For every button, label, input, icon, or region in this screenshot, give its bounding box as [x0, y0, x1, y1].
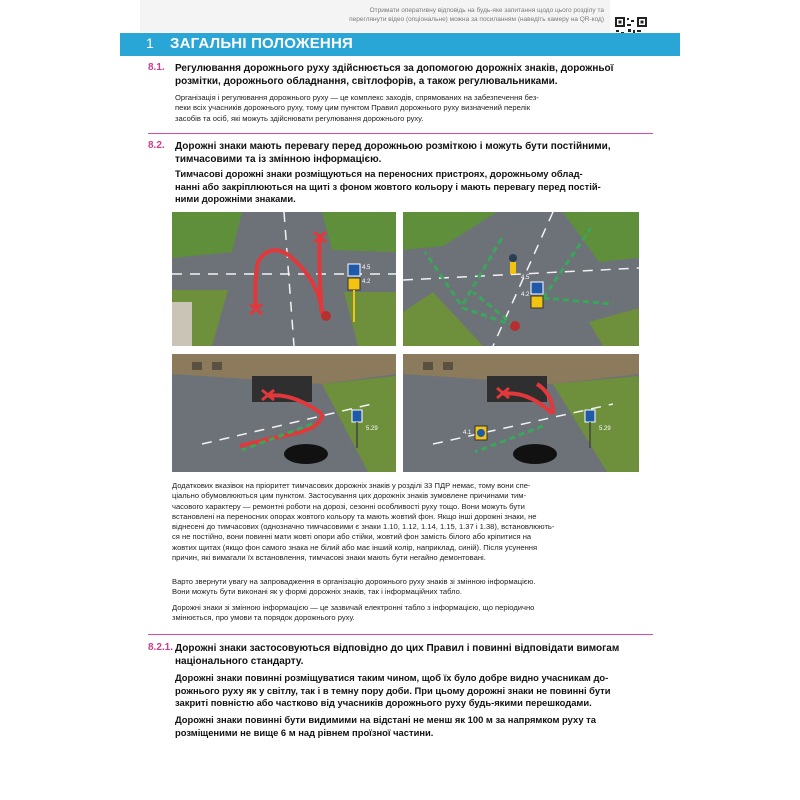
paragraph-line: ціально обумовлюються цим пунктом. Застосування цих дорожніх знаків зумовлене причинами тим- [172, 491, 527, 501]
illustration-intersection-signs-1 [172, 212, 396, 346]
paragraph-line: Дорожні знаки зі змінною інформацією — це зазвичай електронні табло з інформацією, що періодично [172, 603, 535, 612]
sign-label: 4.2 [521, 292, 530, 298]
bold-paragraph-line: Тимчасові дорожні знаки розміщуються на переносних пристроях, дорожньому облад- [175, 168, 583, 179]
section-8-1-title-line: розмітки, дорожнього обладнання, світлофорів, а також регулювальниками. [175, 76, 558, 87]
paragraph-line: встановлені на переносних опорах жовтого кольору та мають жовтий фон. Якщо інші дорожні знаки, не [172, 511, 537, 521]
paragraph-line: засобів та осіб, які можуть здійснювати регулювання дорожнього руху. [175, 113, 424, 123]
sign-label: 5.29 [366, 426, 378, 432]
section-8-1-title [175, 62, 655, 88]
section-8-2-1-title-line: Дорожні знаки застосовуються відповідно до цих Правил і повинні відповідати вимогам [175, 643, 620, 654]
paragraph-line: часового характеру — ремонтні роботи на дорозі, сезонні особливості руху тощо. Вони можуть бути [172, 501, 525, 511]
paragraph-line: жовтих щитах (якщо фон самого знака не білий або має інший колір, наприклад, синій). Після усунення [172, 542, 538, 552]
bold-paragraph-line: нанні або закріплюються на щиті з фоном жовтого кольору і мають перевагу перед постій- [175, 180, 601, 192]
bold-paragraph-line: ними дорожніми знаками. [175, 193, 296, 204]
electronic-boards-paragraph [172, 603, 652, 624]
paragraph-line: змінюється, про умови та порядок дорожнього руху. [172, 613, 355, 623]
sign-label: 4.5 [521, 275, 530, 281]
paragraph-line: Варто звернути увагу на запровадження в організацію дорожнього руху знаків зі змінною інформацією. [172, 577, 536, 586]
qr-note-line-1: Отримати оперативну відповідь на будь-яке запитання щодо цього розділу та [369, 7, 604, 14]
section-8-2-1-title-line: національного стандарту. [175, 656, 304, 667]
paragraph-line: Вони можуть бути виконані як у формі дорожніх знаків, так і інформаційних табло. [172, 587, 462, 597]
paragraph-line: причин, які вимагали їх встановлення, тимчасові знаки мають бути негайно демонтовані. [172, 553, 486, 563]
paragraph-line: ся не постійно, вони повинні мати жовті опори або стійки, жовтий фон замість білого або кріпитися на [172, 532, 532, 542]
section-8-2-1-title [175, 642, 655, 668]
paragraph-line: віднесені до тимчасових (однозначно тимчасовими є знаки 1.10, 1.12, 1.14, 1.15, 1.37 і 1.38), встановлюють- [172, 522, 555, 532]
section-number-8-2-1: 8.2.1. [148, 642, 174, 653]
variable-info-paragraph [172, 577, 652, 598]
sign-label: 4.2 [362, 279, 371, 285]
chapter-number: 1 [146, 35, 154, 51]
qr-note-line-2: переглянути відео (опціональне) можна за посиланням (наведіть камеру на QR-код) [349, 16, 604, 23]
sign-label: 4.1 [463, 430, 472, 436]
section-8-2-1-distance-paragraph [175, 714, 655, 739]
section-number-8-1: 8.1. [148, 62, 165, 73]
section-number-8-2: 8.2. [148, 140, 165, 151]
section-8-2-title-line: тимчасовими та із змінною інформацією. [175, 154, 382, 165]
section-8-2-bold-paragraph [175, 168, 655, 206]
chapter-title: ЗАГАЛЬНІ ПОЛОЖЕННЯ [170, 35, 353, 52]
section-8-2-title [175, 140, 655, 166]
paragraph-line: Додаткових вказівок на пріоритет тимчасових дорожніх знаків у розділі 33 ПДР немає, тому вони спе- [172, 481, 531, 490]
bold-paragraph-line: Дорожні знаки повинні розміщуватися таким чином, щоб їх було добре видно учасникам до- [175, 672, 609, 683]
illustration-intersection-signs-2 [403, 212, 639, 346]
section-8-2-title-line: Дорожні знаки мають перевагу перед дорожньою розміткою і можуть бути постійними, [175, 141, 611, 152]
section-8-1-title-line: Регулювання дорожнього руху здійснюється за допомогою дорожніх знаків, дорожньої [175, 63, 614, 74]
sign-label: 5.29 [599, 426, 611, 432]
bold-paragraph-line: рожнього руху як у світлу, так і в темну пору доби. При цьому дорожні знаки не повинні бути [175, 684, 611, 696]
section-divider [148, 133, 653, 134]
bold-paragraph-line: розміщеними не вище 6 м над рівнем проїзної частини. [175, 726, 434, 738]
illustration-tunnel-road-2 [403, 354, 639, 472]
section-divider [148, 634, 653, 635]
section-8-2-1-visibility-paragraph [175, 672, 655, 710]
illustration-tunnel-road-1 [172, 354, 396, 472]
paragraph-line: Організація і регулювання дорожнього руху — це комплекс заходів, спрямованих на забезпечення без- [175, 93, 539, 102]
sign-label: 4.5 [362, 265, 371, 271]
section-8-1-paragraph [175, 93, 655, 124]
bold-paragraph-line: Дорожні знаки повинні бути видимими на відстані не менш як 100 м за напрямком руху та [175, 714, 596, 725]
paragraph-line: пеки всіх учасників дорожнього руху, тому цим пунктом Правил дорожнього руху визначений перелік [175, 103, 531, 113]
bold-paragraph-line: закриті повністю або частково від учасників дорожнього руху будь-якими перешкодами. [175, 697, 592, 708]
qr-instruction-note [140, 0, 610, 32]
temporary-signs-paragraph [172, 481, 652, 563]
